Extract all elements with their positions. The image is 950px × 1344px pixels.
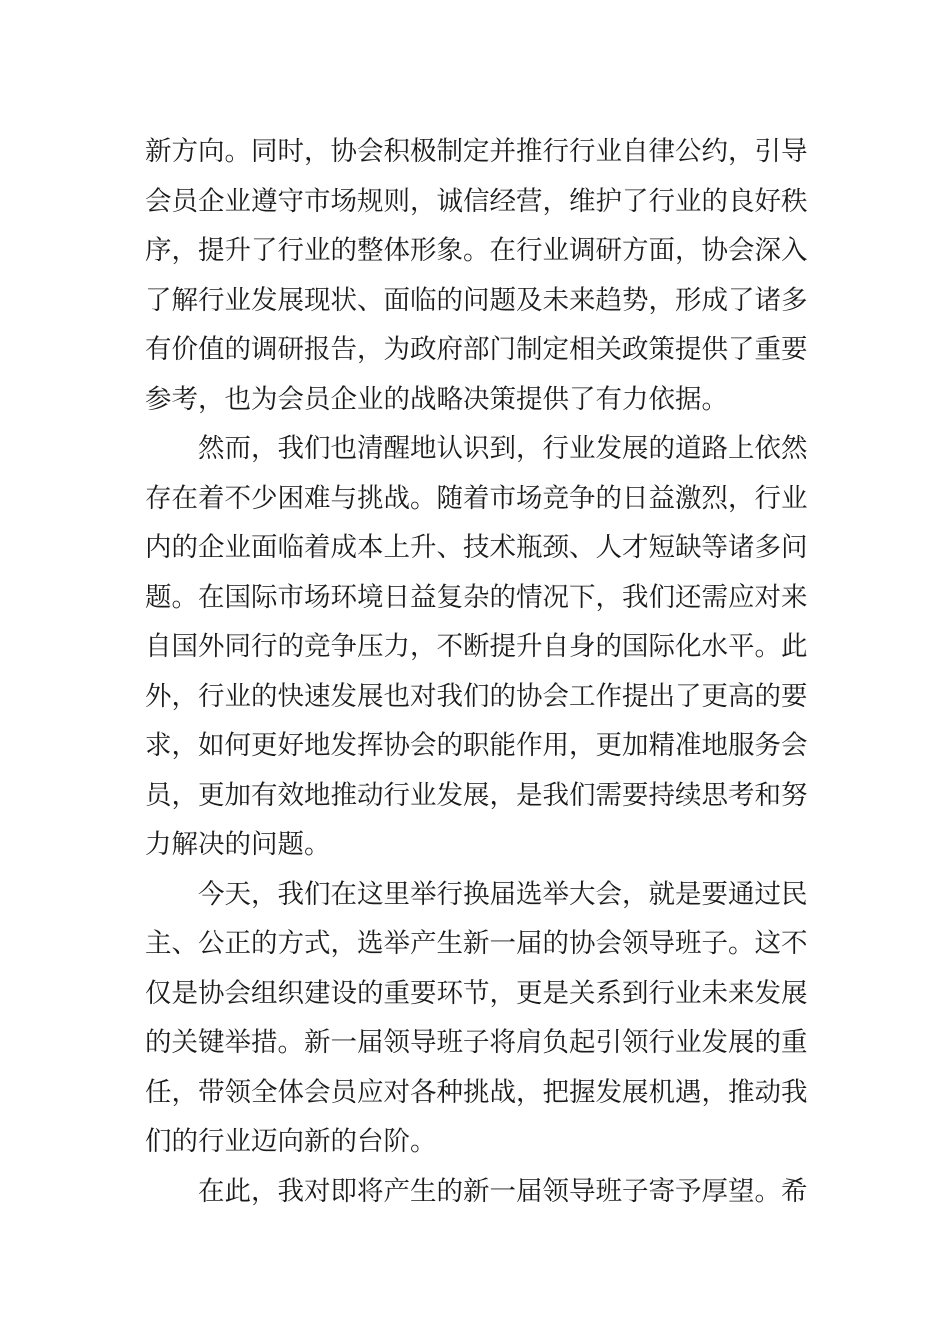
text-line: 力解决的问题。 bbox=[145, 829, 331, 860]
text-line: 参考，也为会员企业的战略决策提供了有力依据。 bbox=[145, 383, 728, 415]
text-line: 仅是协会组织建设的重要环节，更是关系到行业未来发展 bbox=[145, 977, 808, 1009]
text-line: 们的行业迈向新的台阶。 bbox=[145, 1126, 437, 1157]
text-line: 内的企业面临着成本上升、技术瓶颈、人才短缺等诸多问 bbox=[145, 532, 808, 563]
text-line: 存在着不少困难与挑战。随着市场竞争的日益激烈，行业 bbox=[145, 482, 808, 514]
text-line: 题。在国际市场环境日益复杂的情况下，我们还需应对来 bbox=[145, 581, 808, 613]
paragraph-first-line: 今天，我们在这里举行换届选举大会，就是要通过民 bbox=[198, 878, 808, 910]
text-line: 新方向。同时，协会积极制定并推行行业自律公约，引导 bbox=[145, 136, 808, 167]
paragraph-first-line: 然而，我们也清醒地认识到，行业发展的道路上依然 bbox=[198, 433, 808, 464]
text-line: 外，行业的快速发展也对我们的协会工作提出了更高的要 bbox=[145, 680, 808, 712]
text-line: 了解行业发展现状、面临的问题及未来趋势，形成了诸多 bbox=[145, 284, 808, 316]
paragraph-first-line: 在此，我对即将产生的新一届领导班子寄予厚望。希 bbox=[198, 1175, 808, 1207]
text-line: 有价值的调研报告，为政府部门制定相关政策提供了重要 bbox=[145, 334, 808, 365]
text-line: 自国外同行的竞争压力，不断提升自身的国际化水平。此 bbox=[145, 631, 808, 662]
body-text bbox=[145, 127, 807, 1216]
text-line: 会员企业遵守市场规则，诚信经营，维护了行业的良好秩 bbox=[145, 185, 808, 217]
text-line: 主、公正的方式，选举产生新一届的协会领导班子。这不 bbox=[145, 928, 808, 959]
text-line: 任，带领全体会员应对各种挑战，把握发展机遇，推动我 bbox=[145, 1076, 808, 1108]
text-line: 序，提升了行业的整体形象。在行业调研方面，协会深入 bbox=[145, 235, 808, 266]
text-line: 求，如何更好地发挥协会的职能作用，更加精准地服务会 bbox=[145, 730, 808, 761]
text-line: 的关键举措。新一届领导班子将肩负起引领行业发展的重 bbox=[145, 1027, 808, 1058]
text-line: 员，更加有效地推动行业发展，是我们需要持续思考和努 bbox=[145, 779, 808, 811]
